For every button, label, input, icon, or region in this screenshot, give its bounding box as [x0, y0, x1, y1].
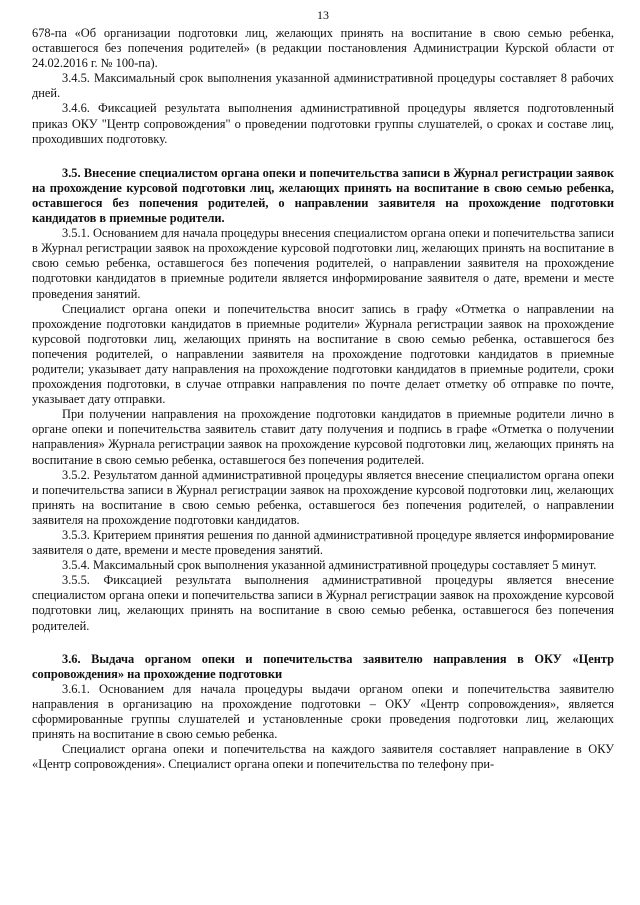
section-spacer — [32, 147, 614, 166]
page-number: 13 — [317, 8, 329, 22]
paragraph: 3.5.4. Максимальный срок выполнения указанной административной процедуры составляет 5 минут. — [62, 558, 597, 573]
paragraph: 678-па «Об организации подготовки лиц, желающих принять на воспитание в свою семью ребенка, оставшегося без попечения родителей» (в редакции постановления Администрации Курской области от 24.02.2016 г. № 100-па). — [32, 26, 614, 71]
paragraph: 3.5.1. Основанием для начала процедуры внесения специалистом органа опеки и попечительства записи в Журнал регистрации заявок на прохождение курсовой подготовки лиц, желающих принять на воспитание в свою семью ребенка, оставшегося без попечения родителей, о направлении заявителя на прохождение подготовки кандидатов в приемные родители является информирование заявителя о дате, времени и месте проведения занятий. — [32, 226, 614, 301]
paragraph: 3.4.5. Максимальный срок выполнения указанной административной процедуры составляет 8 рабочих дней. — [32, 71, 614, 101]
document-body — [32, 26, 614, 772]
section-heading: 3.6. Выдача органом опеки и попечительства заявителю направления в ОКУ «Центр сопровождения» на прохождение подготовки — [32, 651, 614, 681]
paragraph: Специалист органа опеки и попечительства на каждого заявителя составляет направление в ОКУ «Центр сопровождения». Специалист органа опеки и попечительства по телефону при- — [32, 742, 614, 772]
paragraph: 3.6.1. Основанием для начала процедуры выдачи органом опеки и попечительства заявителю направления в организацию на прохождение подготовки – ОКУ «Центр сопровождения», является сформированные группы слушателей и установленные сроки проведения подготовки лиц, желающих принять на воспитание в свою семью ребенка. — [32, 681, 614, 742]
paragraph: 3.5.2. Результатом данной административной процедуры является внесение специалистом органа опеки и попечительства записи в Журнал регистрации заявок на прохождение курсовой подготовки лиц, желающих принять на воспитание в свою семью ребенка, оставшегося без попечения родителей, о направлении заявителя на прохождение подготовки кандидатов. — [32, 467, 614, 527]
paragraph: 3.5.3. Критерием принятия решения по данной административной процедуре является информирование заявителя о дате, времени и месте проведения занятий. — [32, 528, 614, 558]
section-heading: 3.5. Внесение специалистом органа опеки и попечительства записи в Журнал регистрации заявок на прохождение курсовой подготовки лиц, желающих принять на воспитание в свою семью ребенка, оставшегося без попечения родителей, о направлении заявителя на прохождение подготовки кандидатов в приемные родители. — [32, 165, 614, 226]
paragraph: Специалист органа опеки и попечительства вносит запись в графу «Отметка о направлении на прохождение подготовки кандидатов в приемные родители» Журнала регистрации заявок на прохождение курсовой подготовки лиц, желающих принять на воспитание в свою семью ребенка, оставшегося без попечения родителей, о направлении заявителя на прохождение подготовки кандидатов в приемные родители; указывает дату направления на прохождение подготовки кандидатов в приемные родители, сроки прохождения подготовки, в случае отправки направления по почте делает отметку об отправке по почте, указывает дату отправки. — [32, 301, 614, 407]
paragraph: 3.5.5. Фиксацией результата выполнения административной процедуры является внесение специалистом органа опеки и попечительства записи в Журнал регистрации заявок на прохождение курсовой подготовки лиц, желающих принять на воспитание в свою семью ребенка, оставшегося без попечения родителей. — [32, 573, 614, 633]
section-spacer — [32, 634, 614, 652]
paragraph: При получении направления на прохождение подготовки кандидатов в приемные родители лично в органе опеки и попечительства заявитель ставит дату получения и подпись в графе «Отметка о получении направления» Журнала регистрации заявок на прохождение курсовой подготовки лиц, желающих принять на воспитание в свою семью ребенка, оставшегося без попечения родителей. — [32, 407, 614, 467]
paragraph: 3.4.6. Фиксацией результата выполнения административной процедуры является подготовленный приказ ОКУ "Центр сопровождения" о проведении подготовки группы слушателей, о сроках и составе лиц, проходивших подготовку. — [32, 101, 614, 146]
